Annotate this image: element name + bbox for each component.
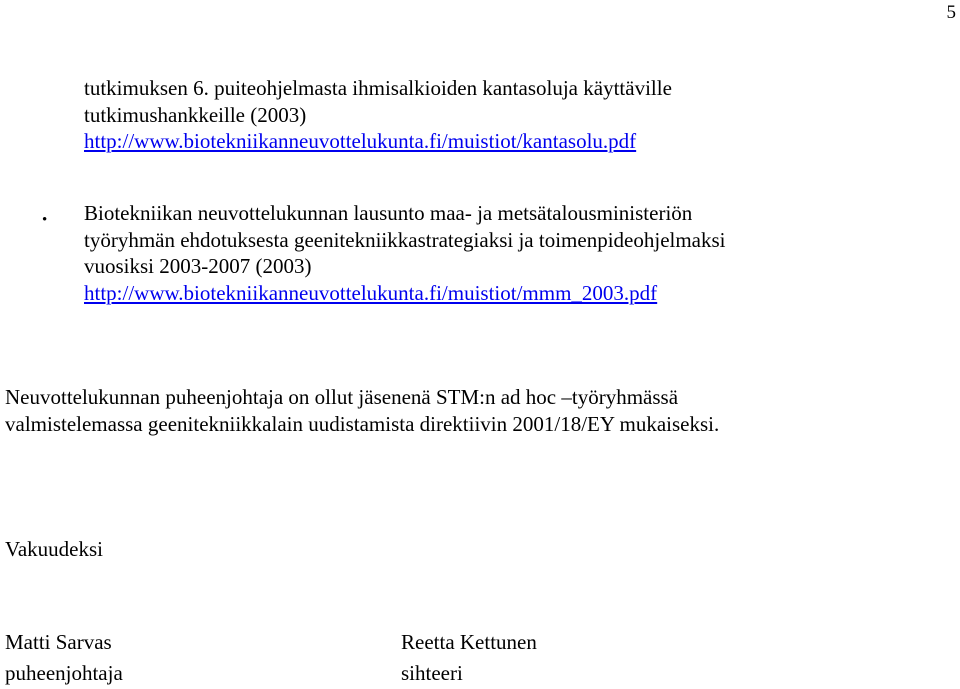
statement-line: Neuvottelukunnan puheenjohtaja on ollut jäsenenä STM:n ad hoc –työryhmässä: [5, 385, 679, 409]
mmm-2003-pdf-link[interactable]: http://www.biotekniikanneuvottelukunta.fi/muistiot/mmm_2003.pdf: [84, 280, 658, 305]
reference-line: työryhmän ehdotuksesta geenitekniikkastrategiaksi ja toimenpideohjelmaksi: [84, 227, 726, 252]
page-number: 5: [946, 2, 956, 23]
reference-kantasolu: [84, 75, 954, 155]
signature-secretary: [401, 627, 801, 689]
reference-line: tutkimuksen 6. puiteohjelmasta ihmisalkioiden kantasoluja käyttäville: [84, 76, 672, 100]
reference-mmm: [84, 200, 954, 306]
statement-line: valmistelemassa geenitekniikkalain uudistamista direktiivin 2001/18/EY mukaiseksi.: [5, 412, 720, 436]
kantasolu-pdf-link[interactable]: http://www.biotekniikanneuvottelukunta.fi/muistiot/kantasolu.pdf: [84, 129, 637, 153]
reference-line: tutkimushankkeille (2003): [84, 102, 307, 127]
statement-paragraph: [5, 384, 960, 438]
signatory-name: Reetta Kettunen: [401, 630, 537, 654]
signatory-role: puheenjohtaja: [5, 661, 123, 685]
reference-line: Biotekniikan neuvottelukunnan lausunto maa- ja metsätalousministeriön: [84, 201, 693, 225]
signatory-name: Matti Sarvas: [5, 630, 112, 654]
bullet-icon: •: [42, 212, 48, 228]
closing-text: Vakuudeksi: [5, 537, 103, 561]
signature-chair: [5, 627, 405, 689]
signatory-role: sihteeri: [401, 661, 463, 685]
reference-line: vuosiksi 2003-2007 (2003): [84, 254, 312, 278]
